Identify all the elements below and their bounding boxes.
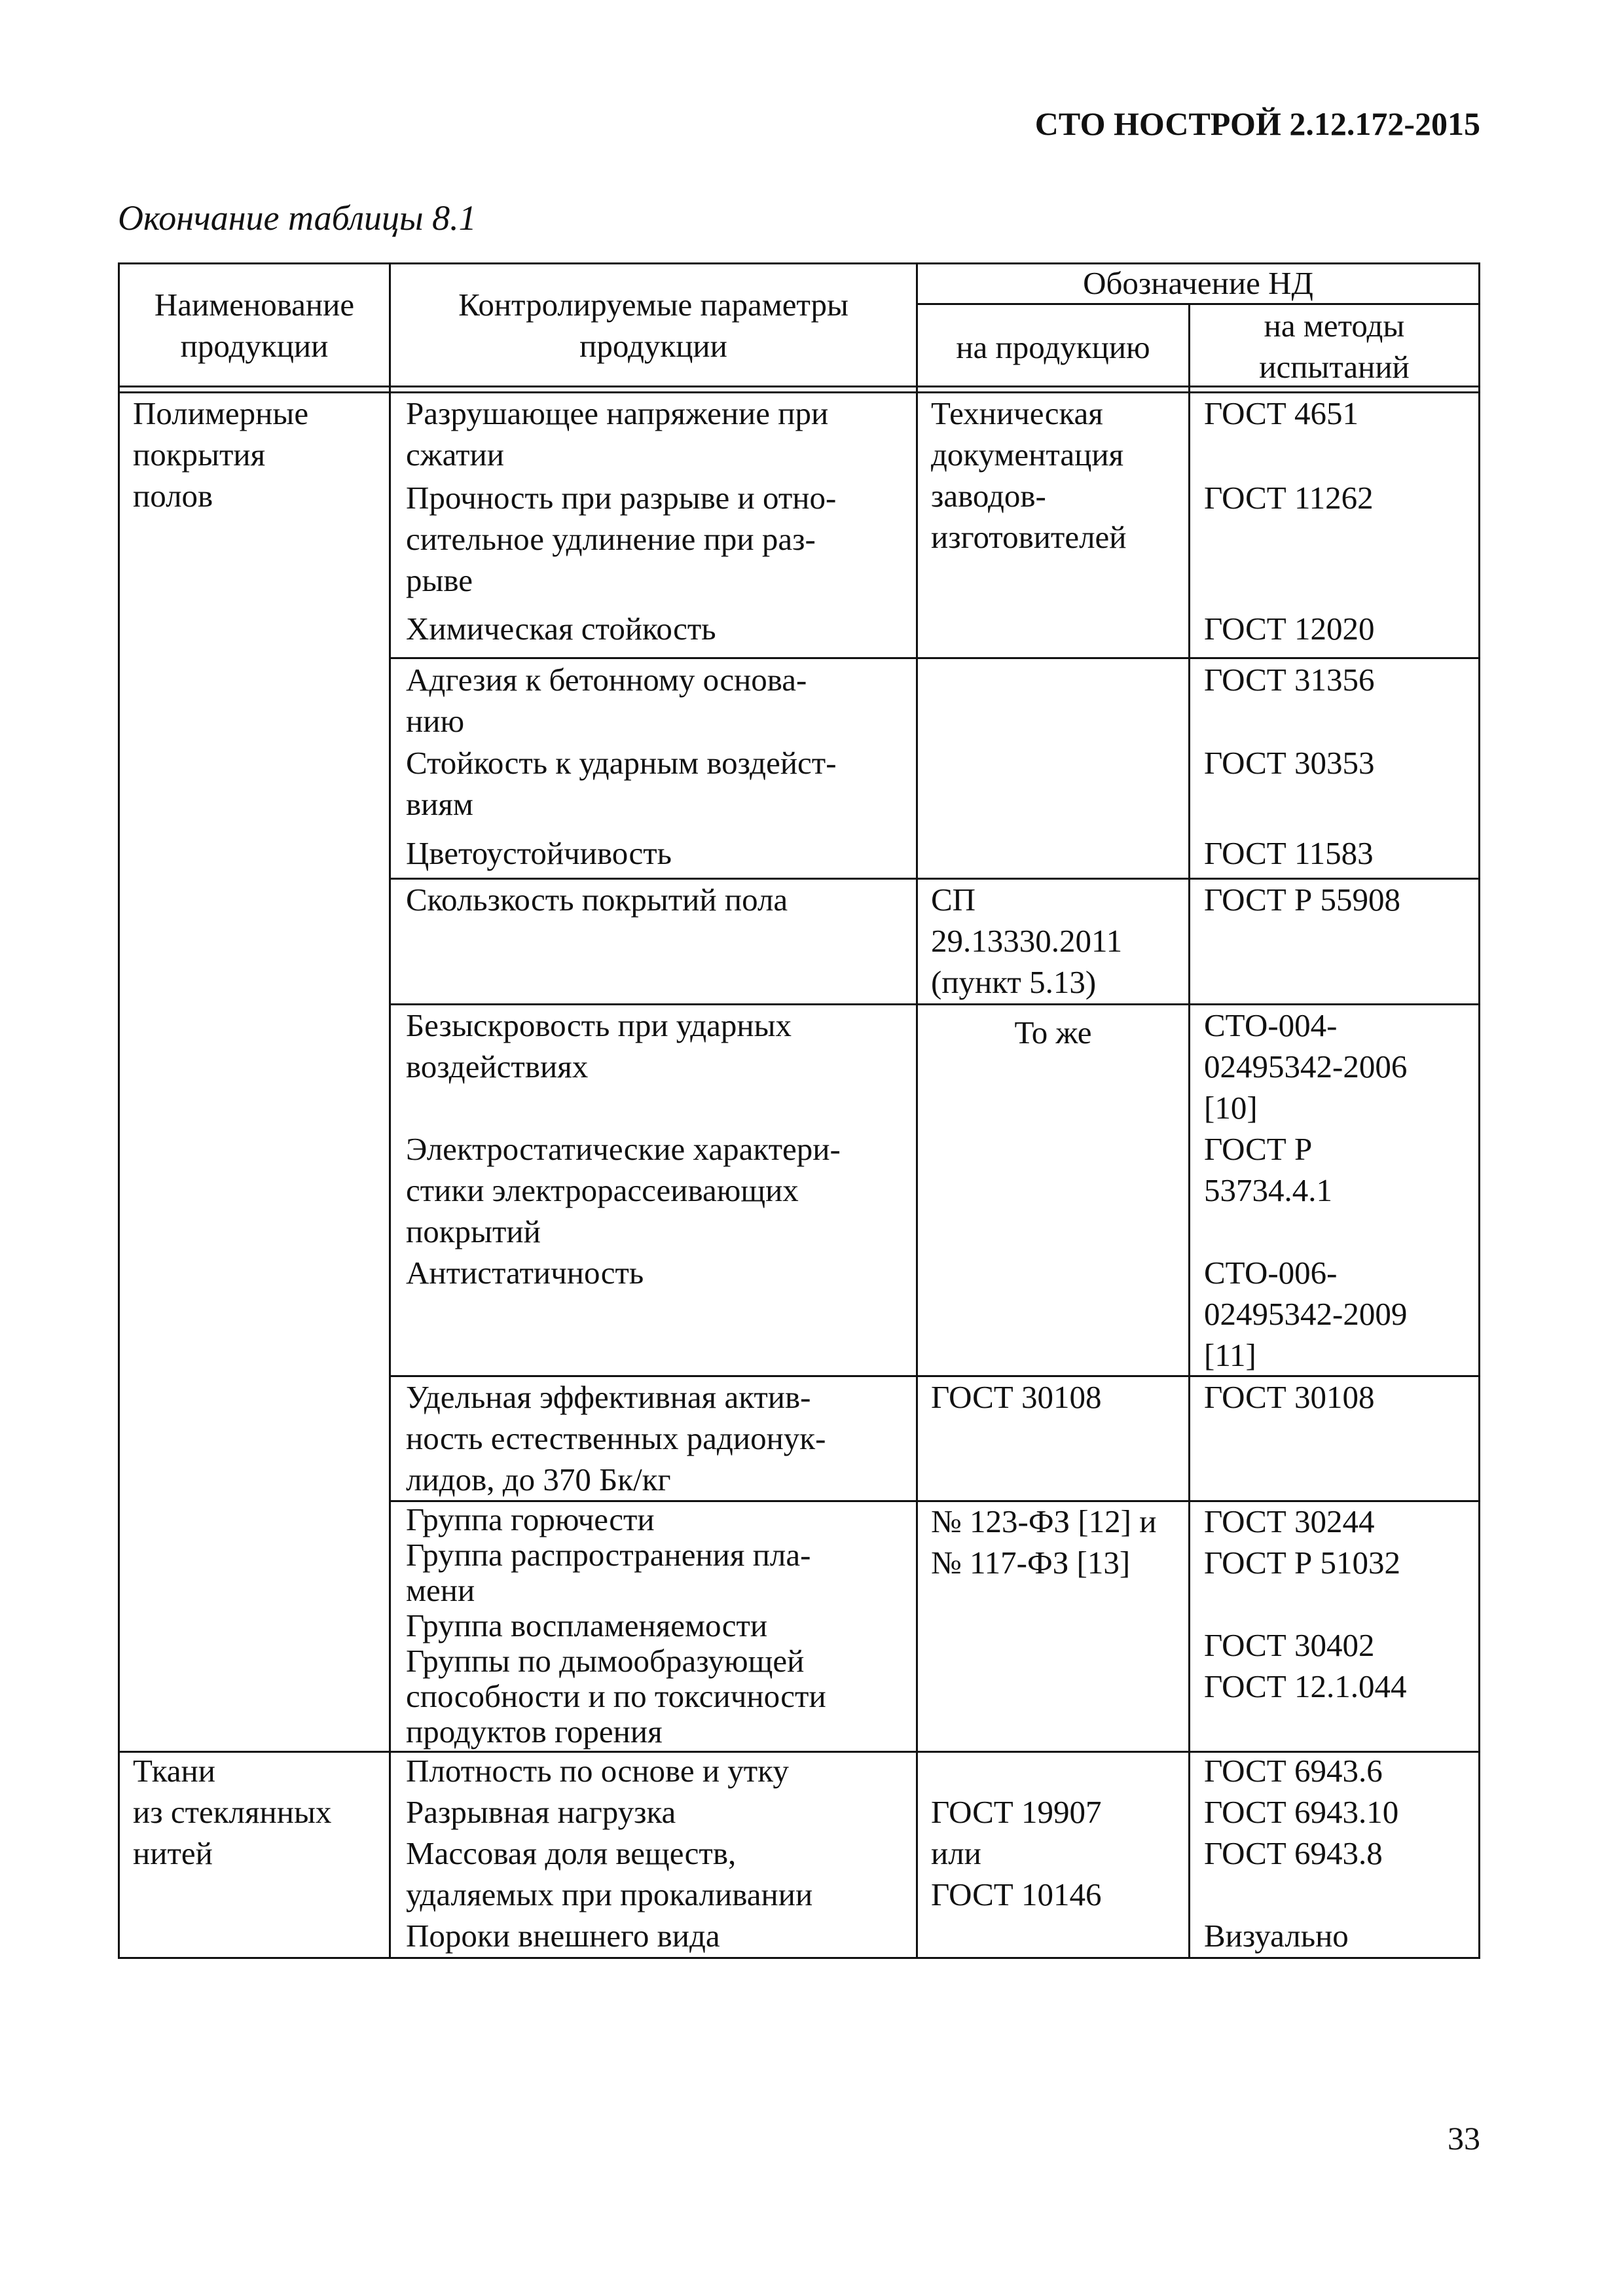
param-cell: Цветоустойчивость (406, 835, 672, 871)
nd-methods-cell: СТО-006- 02495342-2009 [11] (1204, 1255, 1408, 1373)
nd-methods-cell: СТО-004- 02495342-2006 [10] (1204, 1007, 1408, 1126)
column-divider (916, 262, 918, 1959)
nd-methods-cell: ГОСТ 12020 (1204, 611, 1375, 647)
nd-methods-cell: ГОСТ Р 53734.4.1 (1204, 1131, 1332, 1208)
nd-product-cell: № 123-ФЗ [12] и № 117-ФЗ [13] (931, 1503, 1157, 1581)
header-controlled-params: Контролируемые параметры продукции (458, 287, 848, 364)
param-cell: Скользкость покрытий пола (406, 882, 788, 918)
nd-product-cell: СП 29.13330.2011 (пункт 5.13) (931, 882, 1123, 1000)
header-nd: Обозначение НД (1083, 265, 1313, 301)
param-cell: Группа горючести Группа распространения пла- мени Группа воспламеняемости Группы по дымообразующей способности и по токсичности продуктов горения (406, 1501, 826, 1749)
column-divider (389, 262, 391, 1959)
param-cell: Химическая стойкость (406, 611, 716, 647)
nd-methods-cell: ГОСТ Р 55908 (1204, 882, 1400, 918)
nd-product-cell: То же (1014, 1014, 1092, 1050)
nd-methods-cell: ГОСТ 11583 (1204, 835, 1374, 871)
param-cell: Прочность при разрыве и отно- сительное удлинение при раз- рыве (406, 480, 837, 598)
table-border-right (1478, 262, 1480, 1959)
nd-methods-cell: ГОСТ 31356 (1204, 662, 1375, 698)
header-product-name: Наименование продукции (154, 287, 355, 364)
table-caption: Окончание таблицы 8.1 (118, 198, 477, 238)
nd-product-cell: ГОСТ 30108 (931, 1379, 1102, 1415)
column-divider (1188, 304, 1190, 1959)
product-name: Полимерные покрытия полов (133, 395, 309, 514)
table-border-left (118, 262, 120, 1959)
nd-product-cell: ГОСТ 19907 или ГОСТ 10146 (931, 1794, 1102, 1912)
nd-methods-cell: ГОСТ 6943.6 ГОСТ 6943.10 ГОСТ 6943.8 Визуально (1204, 1753, 1399, 1954)
table-border-bottom (118, 1957, 1480, 1959)
nd-methods-cell: ГОСТ 30244 ГОСТ Р 51032 ГОСТ 30402 ГОСТ 12.1.044 (1204, 1503, 1407, 1704)
param-cell: Удельная эффективная актив- ность естественных радионук- лидов, до 370 Бк/кг (406, 1379, 826, 1498)
header-nd-methods: на методы испытаний (1259, 308, 1410, 385)
param-cell: Адгезия к бетонному основа- нию (406, 662, 807, 739)
param-cell: Электростатические характери- стики электрорассеивающих покрытий (406, 1131, 841, 1249)
nd-methods-cell: ГОСТ 30108 (1204, 1379, 1375, 1415)
param-cell: Безыскровость при ударных воздействиях (406, 1007, 792, 1085)
header-nd-product: на продукцию (956, 329, 1150, 365)
param-cell: Антистатичность (406, 1255, 644, 1291)
param-cell: Плотность по основе и утку Разрывная нагрузка Массовая доля веществ, удаляемых при прокаливании Пороки внешнего вида (406, 1753, 813, 1954)
product-name: Ткани из стеклянных нитей (133, 1753, 332, 1871)
document-code: СТО НОСТРОЙ 2.12.172-2015 (1034, 105, 1480, 142)
nd-methods-cell: ГОСТ 11262 (1204, 480, 1374, 516)
nd-methods-cell: ГОСТ 4651 (1204, 395, 1359, 431)
nd-product-cell: Техническая документация заводов- изготовителей (931, 395, 1127, 555)
param-cell: Стойкость к ударным воздейст- виям (406, 745, 837, 822)
nd-methods-cell: ГОСТ 30353 (1204, 745, 1375, 781)
param-cell: Разрушающее напряжение при сжатии (406, 395, 829, 473)
page-number: 33 (1448, 2120, 1480, 2157)
